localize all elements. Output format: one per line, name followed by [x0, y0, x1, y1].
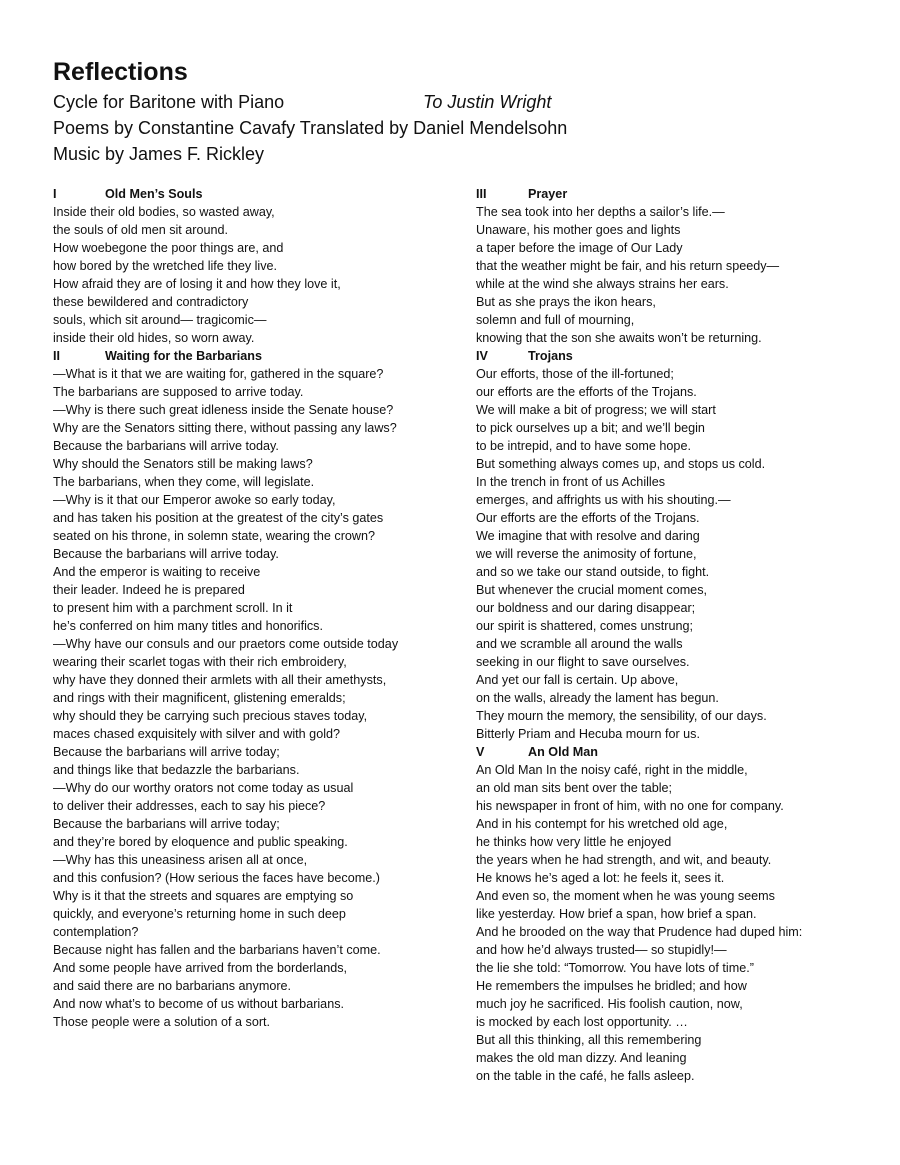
poem-line: Inside their old bodies, so wasted away,	[53, 205, 275, 219]
poem-line: And he brooded on the way that Prudence had duped him:	[476, 925, 803, 939]
poem-line: he thinks how very little he enjoyed	[476, 835, 672, 849]
poem-line: —Why do our worthy orators not come today as usual	[53, 781, 354, 795]
poem-line: Why is it that the streets and squares are emptying so	[53, 889, 354, 903]
poem-line: —Why has this uneasiness arisen all at once,	[53, 853, 308, 867]
section-heading	[53, 347, 453, 365]
poem-line: —Why have our consuls and our praetors come outside today	[53, 637, 399, 651]
poem-line: contemplation?	[53, 925, 139, 939]
poem-line: In the trench in front of us Achilles	[476, 475, 666, 489]
section-title: Waiting for the Barbarians	[105, 349, 262, 363]
poem-line: The sea took into her depths a sailor’s life.—	[476, 205, 725, 219]
poem-line: They mourn the memory, the sensibility, of our days.	[476, 709, 767, 723]
poem-line: Why should the Senators still be making laws?	[53, 457, 313, 471]
poem-line: The barbarians are supposed to arrive today.	[53, 385, 304, 399]
poem-line: And some people have arrived from the borderlands,	[53, 961, 348, 975]
subtitle: Cycle for Baritone with Piano	[53, 92, 285, 112]
section-title: Prayer	[528, 187, 568, 201]
right-column	[476, 185, 886, 1085]
poem-section	[476, 185, 886, 347]
poem-line: while at the wind she always strains her ears.	[476, 277, 729, 291]
poem-line: a taper before the image of Our Lady	[476, 241, 683, 255]
poem-line: But whenever the crucial moment comes,	[476, 583, 707, 597]
poem-line: to present him with a parchment scroll. In it	[53, 601, 293, 615]
poem-line: that the weather might be fair, and his return speedy—	[476, 259, 780, 273]
poem-line: And in his contempt for his wretched old age,	[476, 817, 728, 831]
section-title: Old Men’s Souls	[105, 187, 203, 201]
poem-line: Our efforts are the efforts of the Trojans.	[476, 511, 700, 525]
poem-line: Bitterly Priam and Hecuba mourn for us.	[476, 727, 700, 741]
poem-line: the years when he had strength, and wit, and beauty.	[476, 853, 772, 867]
section-number: II	[53, 349, 60, 363]
poem-line: We imagine that with resolve and daring	[476, 529, 700, 543]
poem-line: our boldness and our daring disappear;	[476, 601, 696, 615]
poem-line: and they’re bored by eloquence and public speaking.	[53, 835, 348, 849]
poem-line: we will reverse the animosity of fortune,	[476, 547, 697, 561]
section-number: III	[476, 187, 487, 201]
poem-line: an old man sits bent over the table;	[476, 781, 673, 795]
poem-line: how bored by the wretched life they live.	[53, 259, 278, 273]
poem-line: knowing that the son she awaits won’t be returning.	[476, 331, 762, 345]
poem-line: seated on his throne, in solemn state, wearing the crown?	[53, 529, 376, 543]
poem-line: and rings with their magnificent, glistening emeralds;	[53, 691, 346, 705]
poem-line: on the walls, already the lament has begun.	[476, 691, 719, 705]
poem-line: solemn and full of mourning,	[476, 313, 635, 327]
poem-line: and this confusion? (How serious the faces have become.)	[53, 871, 380, 885]
section-number: I	[53, 187, 57, 201]
poem-line: seeking in our flight to save ourselves.	[476, 655, 690, 669]
poem-section	[53, 347, 453, 1031]
poem-line: much joy he sacrificed. His foolish caution, now,	[476, 997, 743, 1011]
section-heading	[53, 185, 453, 203]
poem-line: and how he’d always trusted— so stupidly!—	[476, 943, 727, 957]
poem-line: our spirit is shattered, comes unstrung;	[476, 619, 693, 633]
poem-line: their leader. Indeed he is prepared	[53, 583, 245, 597]
poem-line: and things like that bedazzle the barbarians.	[53, 763, 300, 777]
poem-line: inside their old hides, so worn away.	[53, 331, 255, 345]
poem-line: his newspaper in front of him, with no one for company.	[476, 799, 784, 813]
poem-line: How woebegone the poor things are, and	[53, 241, 284, 255]
poem-line: the souls of old men sit around.	[53, 223, 229, 237]
music-credit: Music by James F. Rickley	[53, 144, 265, 164]
poem-line: But all this thinking, all this remembering	[476, 1033, 702, 1047]
poem-line: the lie she told: “Tomorrow. You have lots of time.”	[476, 961, 754, 975]
section-heading	[476, 347, 886, 365]
poem-line: And yet our fall is certain. Up above,	[476, 673, 679, 687]
poem-line: Why are the Senators sitting there, without passing any laws?	[53, 421, 397, 435]
poem-line: why have they donned their armlets with all their amethysts,	[53, 673, 387, 687]
poem-line: maces chased exquisitely with silver and with gold?	[53, 727, 340, 741]
poem-line: our efforts are the efforts of the Trojans.	[476, 385, 697, 399]
poem-line: and said there are no barbarians anymore.	[53, 979, 292, 993]
dedication: To Justin Wright	[423, 92, 552, 112]
poem-line: quickly, and everyone’s returning home in such deep	[53, 907, 346, 921]
poem-line: And now what’s to become of us without barbarians.	[53, 997, 344, 1011]
poem-line: But as she prays the ikon hears,	[476, 295, 656, 309]
poem-line: these bewildered and contradictory	[53, 295, 249, 309]
poem-line: emerges, and affrights us with his shouting.—	[476, 493, 731, 507]
poem-line: We will make a bit of progress; we will start	[476, 403, 716, 417]
poem-line: and so we take our stand outside, to fight.	[476, 565, 710, 579]
poem-line: souls, which sit around— tragicomic—	[53, 313, 267, 327]
poem-line: to deliver their addresses, each to say his piece?	[53, 799, 326, 813]
poem-line: How afraid they are of losing it and how they love it,	[53, 277, 341, 291]
poem-line: and we scramble all around the walls	[476, 637, 683, 651]
poem-line: to be intrepid, and to have some hope.	[476, 439, 691, 453]
poem-line: —What is it that we are waiting for, gathered in the square?	[53, 367, 384, 381]
poem-line: and has taken his position at the greatest of the city’s gates	[53, 511, 384, 525]
poem-line: But something always comes up, and stops us cold.	[476, 457, 766, 471]
section-title: An Old Man	[528, 745, 598, 759]
poem-line: wearing their scarlet togas with their rich embroidery,	[53, 655, 347, 669]
poem-line: Because the barbarians will arrive today.	[53, 439, 279, 453]
left-column	[53, 185, 453, 1031]
poem-line: An Old Man In the noisy café, right in the middle,	[476, 763, 748, 777]
poem-line: Because night has fallen and the barbarians haven’t come.	[53, 943, 381, 957]
poem-section	[476, 347, 886, 743]
poem-line: He knows he’s aged a lot: he feels it, sees it.	[476, 871, 725, 885]
poem-line: And even so, the moment when he was young seems	[476, 889, 775, 903]
poem-line: Because the barbarians will arrive today;	[53, 817, 280, 831]
poem-line: Those people were a solution of a sort.	[53, 1015, 271, 1029]
poem-line: He remembers the impulses he bridled; and how	[476, 979, 747, 993]
section-heading	[476, 185, 886, 203]
poem-line: Our efforts, those of the ill-fortuned;	[476, 367, 674, 381]
section-title: Trojans	[528, 349, 573, 363]
page-title: Reflections	[53, 58, 188, 86]
poem-line: he’s conferred on him many titles and honorifics.	[53, 619, 323, 633]
section-number: IV	[476, 349, 488, 363]
poem-line: why should they be carrying such precious staves today,	[53, 709, 368, 723]
poem-line: makes the old man dizzy. And leaning	[476, 1051, 687, 1065]
poem-line: And the emperor is waiting to receive	[53, 565, 261, 579]
section-number: V	[476, 745, 485, 759]
poem-line: on the table in the café, he falls asleep.	[476, 1069, 695, 1083]
section-heading	[476, 743, 886, 761]
poem-line: The barbarians, when they come, will legislate.	[53, 475, 315, 489]
poem-line: Unaware, his mother goes and lights	[476, 223, 681, 237]
poem-line: to pick ourselves up a bit; and we’ll begin	[476, 421, 705, 435]
poem-line: like yesterday. How brief a span, how brief a span.	[476, 907, 757, 921]
poem-line: Because the barbarians will arrive today.	[53, 547, 279, 561]
poem-line: —Why is it that our Emperor awoke so early today,	[53, 493, 336, 507]
poem-line: Because the barbarians will arrive today;	[53, 745, 280, 759]
poem-line: —Why is there such great idleness inside the Senate house?	[53, 403, 394, 417]
poem-section	[476, 743, 886, 1085]
poem-section	[53, 185, 453, 347]
poem-line: is mocked by each lost opportunity. …	[476, 1015, 688, 1029]
credits: Poems by Constantine Cavafy Translated by Daniel Mendelsohn	[53, 118, 568, 138]
